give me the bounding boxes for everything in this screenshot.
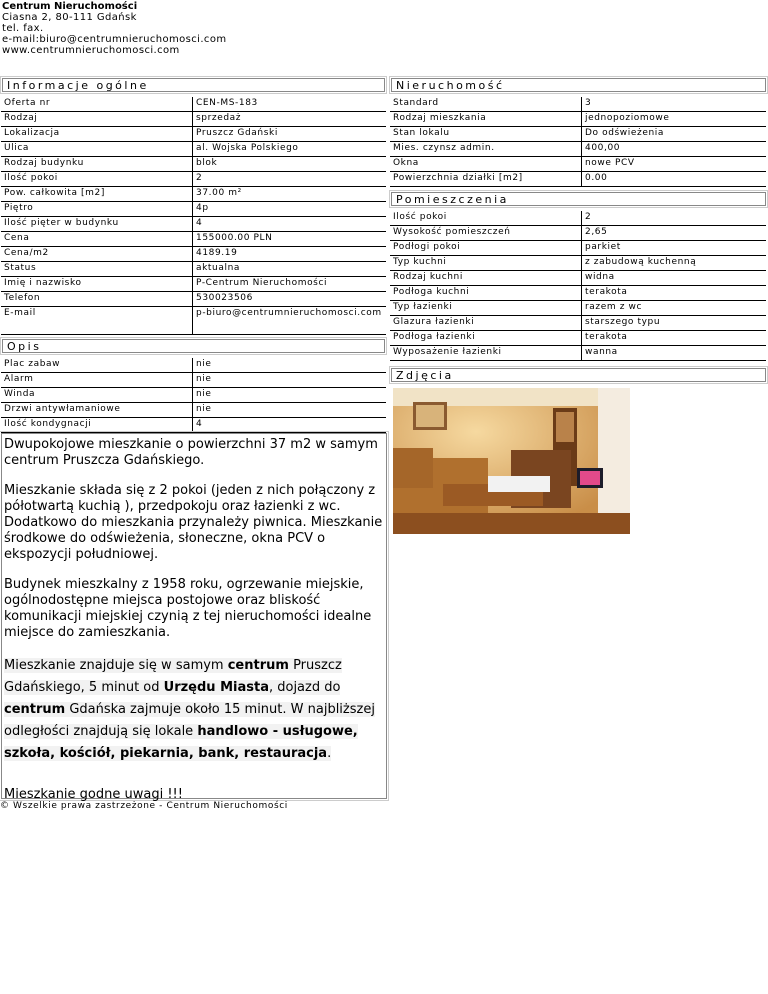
row-label: Ilość pięter w budynku bbox=[1, 217, 192, 232]
description-paragraph-1: Dwupokojowe mieszkanie o powierzchni 37 m2 w samym centrum Pruszcza Gdańskiego. bbox=[4, 437, 378, 468]
row-value: 2 bbox=[581, 211, 766, 226]
property-table bbox=[390, 97, 766, 187]
row-value: 155000.00 PLN bbox=[192, 232, 386, 247]
rooms-table bbox=[390, 211, 766, 361]
row-value: 400,00 bbox=[581, 142, 766, 157]
text-fragment: , dojazd do bbox=[268, 680, 341, 695]
row-label: Oferta nr bbox=[1, 97, 192, 112]
highlighted-phrase: Urzędu Miasta bbox=[163, 680, 269, 695]
table-row bbox=[1, 358, 386, 373]
row-value: 3 bbox=[581, 97, 766, 112]
row-value: starszego typu bbox=[581, 316, 766, 331]
row-value: wanna bbox=[581, 346, 766, 361]
row-value: sprzedaż bbox=[192, 112, 386, 127]
table-row bbox=[1, 217, 386, 232]
row-label: Ilość pokoi bbox=[1, 172, 192, 187]
row-value: terakota bbox=[581, 286, 766, 301]
table-row bbox=[1, 292, 386, 307]
row-label: Glazura łazienki bbox=[390, 316, 581, 331]
table-row bbox=[390, 256, 766, 271]
table-row bbox=[390, 142, 766, 157]
row-label: Stan lokalu bbox=[390, 127, 581, 142]
row-value: 0.00 bbox=[581, 172, 766, 187]
table-row bbox=[390, 226, 766, 241]
description-paragraph-5: Mieszkanie godne uwagi !!! bbox=[4, 787, 183, 802]
row-value: Pruszcz Gdański bbox=[192, 127, 386, 142]
table-row bbox=[1, 232, 386, 247]
table-row bbox=[390, 172, 766, 187]
table-row bbox=[1, 112, 386, 127]
description-paragraph-4 bbox=[4, 655, 384, 765]
row-value: 530023506 bbox=[192, 292, 386, 307]
row-label: Winda bbox=[1, 388, 192, 403]
row-value: widna bbox=[581, 271, 766, 286]
table-row bbox=[390, 301, 766, 316]
row-label: Cena/m2 bbox=[1, 247, 192, 262]
row-value: blok bbox=[192, 157, 386, 172]
table-row bbox=[390, 112, 766, 127]
general-info-table bbox=[1, 97, 386, 335]
section-rooms-title: Pomieszczenia bbox=[391, 192, 766, 206]
row-label: Typ kuchni bbox=[390, 256, 581, 271]
row-label: Podłogi pokoi bbox=[390, 241, 581, 256]
row-label: Alarm bbox=[1, 373, 192, 388]
table-row bbox=[1, 202, 386, 217]
table-row bbox=[390, 316, 766, 331]
row-value: nie bbox=[192, 358, 386, 373]
row-value: 4189.19 bbox=[192, 247, 386, 262]
text-fragment: . bbox=[327, 746, 332, 761]
table-row bbox=[390, 271, 766, 286]
row-value: parkiet bbox=[581, 241, 766, 256]
row-label: Typ łazienki bbox=[390, 301, 581, 316]
agency-phone: tel. fax. bbox=[2, 23, 44, 34]
row-value: nie bbox=[192, 388, 386, 403]
table-row bbox=[1, 247, 386, 262]
row-label: Imię i nazwisko bbox=[1, 277, 192, 292]
table-row bbox=[1, 157, 386, 172]
row-label: Ulica bbox=[1, 142, 192, 157]
highlighted-phrase: centrum bbox=[227, 658, 289, 673]
row-label: Status bbox=[1, 262, 192, 277]
table-row bbox=[1, 277, 386, 292]
row-value: p-biuro@centrumnieruchomosci.com bbox=[192, 307, 386, 335]
row-label: Ilość kondygnacji bbox=[1, 418, 192, 433]
row-value: 4p bbox=[192, 202, 386, 217]
table-row bbox=[390, 157, 766, 172]
agency-name: Centrum Nieruchomości bbox=[2, 1, 138, 12]
table-row bbox=[1, 388, 386, 403]
row-label: Lokalizacja bbox=[1, 127, 192, 142]
table-row bbox=[1, 127, 386, 142]
text-fragment: Mieszkanie znajduje się w samym bbox=[4, 658, 228, 673]
table-row bbox=[1, 97, 386, 112]
row-value: CEN-MS-183 bbox=[192, 97, 386, 112]
row-label: Rodzaj bbox=[1, 112, 192, 127]
description-paragraph-2: Mieszkanie składa się z 2 pokoi (jeden z nich połączony z półotwartą kuchią ), przedpokoju oraz łazienki z wc. Dodatkowo do mieszkania przynależy piwnica. Mieszkanie środkowe do odświeżenia, słoneczne, okna PCV o ekspozycji południowej. bbox=[4, 483, 383, 562]
row-value: Do odświeżenia bbox=[581, 127, 766, 142]
table-row bbox=[1, 262, 386, 277]
row-value: 2 bbox=[192, 172, 386, 187]
table-row bbox=[1, 418, 386, 433]
row-label: Wyposażenie łazienki bbox=[390, 346, 581, 361]
table-row bbox=[1, 307, 386, 335]
text-fragment: Pruszcz Gdańskiego, 5 minut od bbox=[4, 658, 342, 695]
table-row bbox=[1, 373, 386, 388]
row-value: 4 bbox=[192, 418, 386, 433]
table-row bbox=[1, 142, 386, 157]
table-row bbox=[390, 286, 766, 301]
row-value: P-Centrum Nieruchomości bbox=[192, 277, 386, 292]
table-row bbox=[390, 97, 766, 112]
section-property-title: Nieruchomość bbox=[391, 78, 766, 92]
agency-address: Ciasna 2, 80-111 Gdańsk bbox=[2, 12, 137, 23]
row-label: Pow. całkowita [m2] bbox=[1, 187, 192, 202]
row-label: Piętro bbox=[1, 202, 192, 217]
agency-www: www.centrumnieruchomosci.com bbox=[2, 45, 180, 56]
description-paragraph-3: Budynek mieszkalny z 1958 roku, ogrzewanie miejskie, ogólnodostępne miejsca postojowe oraz bliskość komunikacji miejskiej czynią z tej nieruchomości idealne miejsce do zamieszkania. bbox=[4, 577, 372, 640]
row-value: nowe PCV bbox=[581, 157, 766, 172]
row-value: 2,65 bbox=[581, 226, 766, 241]
table-row bbox=[390, 211, 766, 226]
footer-copyright: © Wszelkie prawa zastrzeżone - Centrum Nieruchomości bbox=[0, 801, 288, 811]
row-label: Standard bbox=[390, 97, 581, 112]
row-label: Podłoga łazienki bbox=[390, 331, 581, 346]
row-label: Rodzaj kuchni bbox=[390, 271, 581, 286]
row-label: Wysokość pomieszczeń bbox=[390, 226, 581, 241]
row-label: Plac zabaw bbox=[1, 358, 192, 373]
table-row bbox=[1, 403, 386, 418]
row-label: Okna bbox=[390, 157, 581, 172]
apartment-photo[interactable] bbox=[393, 388, 630, 534]
section-description-title: Opis bbox=[2, 339, 385, 353]
agency-header bbox=[2, 1, 226, 56]
living-room-photo-image bbox=[393, 388, 630, 534]
highlighted-phrase: centrum bbox=[4, 702, 66, 717]
row-value: terakota bbox=[581, 331, 766, 346]
table-row bbox=[1, 187, 386, 202]
section-photos-title: Zdjęcia bbox=[391, 368, 766, 382]
row-label: Rodzaj budynku bbox=[1, 157, 192, 172]
row-label: Mies. czynsz admin. bbox=[390, 142, 581, 157]
row-label: Drzwi antywłamaniowe bbox=[1, 403, 192, 418]
row-value: al. Wojska Polskiego bbox=[192, 142, 386, 157]
row-label: Podłoga kuchni bbox=[390, 286, 581, 301]
agency-email: e-mail:biuro@centrumnieruchomosci.com bbox=[2, 34, 227, 45]
text-fragment: Gdańska zajmuje około 15 minut. W najbliższej odległości znajdują się lokale bbox=[4, 702, 375, 739]
row-value: z zabudową kuchenną bbox=[581, 256, 766, 271]
row-value: jednopoziomowe bbox=[581, 112, 766, 127]
row-label: Telefon bbox=[1, 292, 192, 307]
row-label: Ilość pokoi bbox=[390, 211, 581, 226]
row-label: E-mail bbox=[1, 307, 192, 335]
row-value: nie bbox=[192, 403, 386, 418]
description-text bbox=[4, 437, 384, 817]
row-label: Powierzchnia działki [m2] bbox=[390, 172, 581, 187]
section-general-title: Informacje ogólne bbox=[2, 78, 385, 92]
table-row bbox=[390, 331, 766, 346]
row-value: aktualna bbox=[192, 262, 386, 277]
row-value: 37.00 m² bbox=[192, 187, 386, 202]
table-row bbox=[390, 127, 766, 142]
row-value: nie bbox=[192, 373, 386, 388]
row-value: 4 bbox=[192, 217, 386, 232]
row-value: razem z wc bbox=[581, 301, 766, 316]
table-row bbox=[1, 172, 386, 187]
table-row bbox=[390, 241, 766, 256]
table-row bbox=[390, 346, 766, 361]
highlighted-phrase: handlowo - usługowe, szkoła, kościół, piekarnia, bank, restauracja bbox=[4, 724, 358, 761]
row-label: Rodzaj mieszkania bbox=[390, 112, 581, 127]
description-features-table bbox=[1, 358, 386, 433]
row-label: Cena bbox=[1, 232, 192, 247]
